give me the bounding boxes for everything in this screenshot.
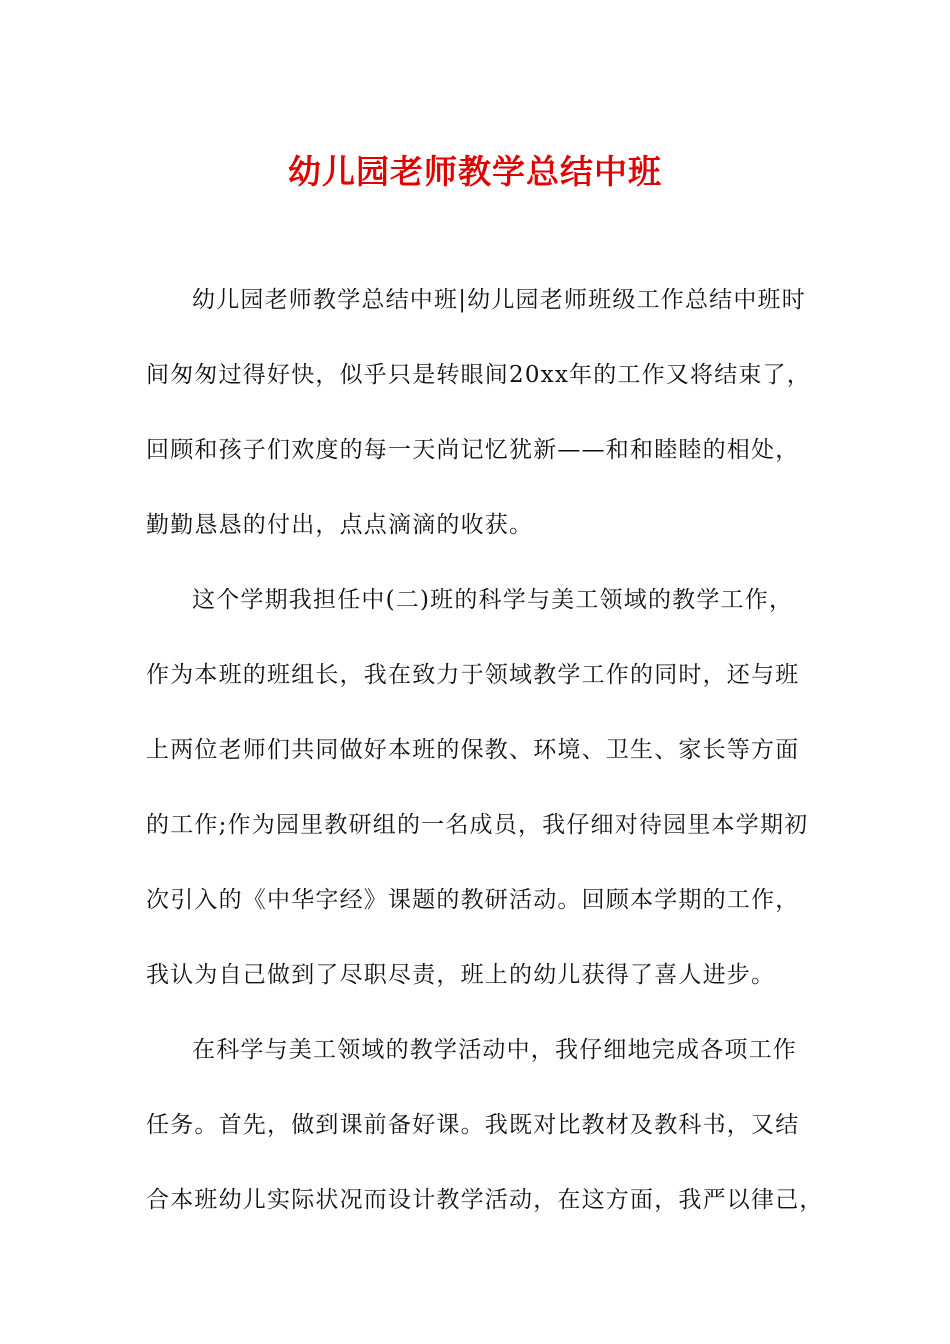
paragraph-2-line-4: 的工作;作为园里教研组的一名成员，我仔细对待园里本学期初 [146,812,809,838]
paragraph-2-line-3: 上两位老师们共同做好本班的保教、环境、卫生、家长等方面 [146,737,800,763]
paragraph-2-line-5: 次引入的《中华字经》课题的教研活动。回顾本学期的工作， [146,887,800,913]
paragraph-3-line-2: 任务。首先，做到课前备好课。我既对比教材及教科书，又结 [146,1112,800,1138]
paragraph-1-line-2: 间匆匆过得好快，似乎只是转眼间20xx年的工作又将结束了， [146,362,812,388]
document-title: 幼儿园老师教学总结中班 [288,152,662,191]
paragraph-3-line-1: 在科学与美工领域的教学活动中，我仔细地完成各项工作 [192,1037,797,1063]
paragraph-1-line-4: 勤勤恳恳的付出，点点滴滴的收获。 [146,512,534,538]
paragraph-1-line-3: 回顾和孩子们欢度的每一天尚记忆犹新——和和睦睦的相处， [146,437,800,463]
paragraph-2-line-6: 我认为自己做到了尽职尽责，班上的幼儿获得了喜人进步。 [146,962,776,988]
document-body [146,278,824,1253]
paragraph-1-line-1: 幼儿园老师教学总结中班|幼儿园老师班级工作总结中班时 [192,287,806,313]
paragraph-3-line-3: 合本班幼儿实际状况而设计教学活动，在这方面，我严以律己， [146,1187,824,1213]
paragraph-2-line-2: 作为本班的班组长，我在致力于领域教学工作的同时，还与班 [146,662,800,688]
paragraph-2-line-1: 这个学期我担任中(二)班的科学与美工领域的教学工作， [192,587,794,613]
